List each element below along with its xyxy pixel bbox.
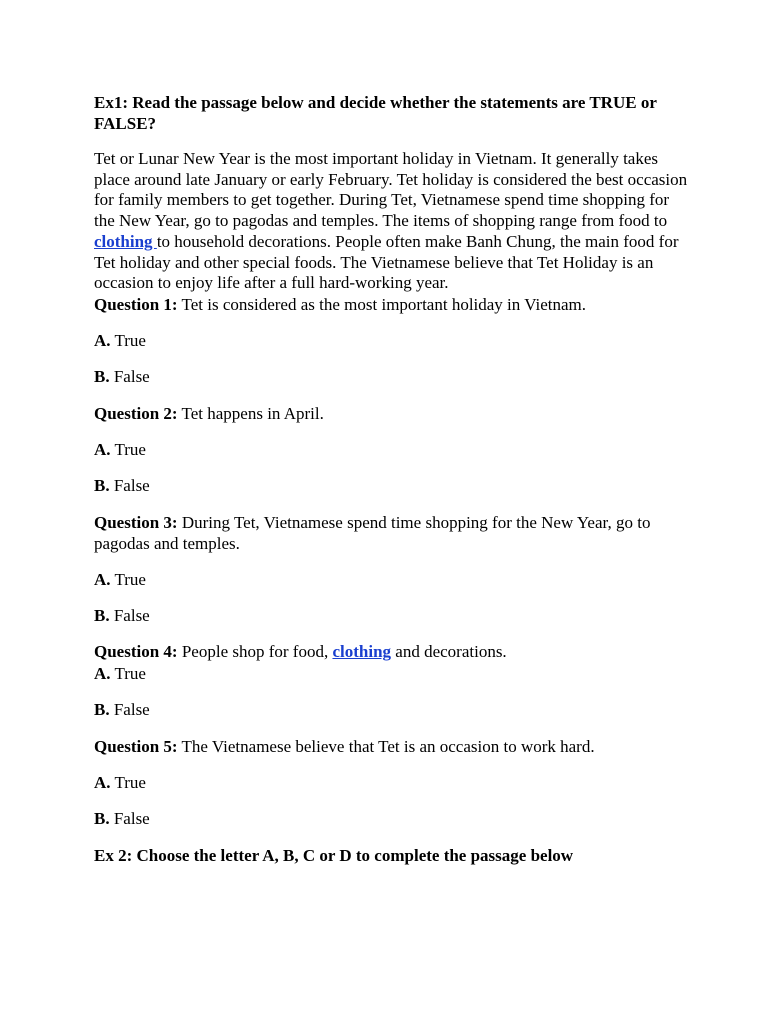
option-a-text: True [110, 772, 146, 792]
document-page [94, 92, 694, 866]
ex2-heading: Ex 2: Choose the letter A, B, C or D to complete the passage below [94, 845, 574, 865]
question-1-text: Tet is considered as the most important holiday in Vietnam. [177, 294, 586, 314]
option-b-label: B. [94, 366, 110, 386]
option-a-label: A. [94, 569, 111, 589]
question-2-option-b [94, 475, 694, 496]
option-b-label: B. [94, 605, 110, 625]
option-b-text: False [109, 808, 150, 828]
passage-text-1: Tet or Lunar New Year is the most important holiday in Vietnam. It generally takes place around late January or early February. Tet holiday is considered the best occasion for family members to get together. During Tet, Vietnamese spend time shopping for the New Year, go to pagodas and temples. The items of shopping range from food to [94, 149, 688, 231]
option-a-label: A. [94, 439, 111, 459]
question-2-option-a [94, 439, 694, 460]
passage-text-2: to household decorations. People often make Banh Chung, the main food for Tet holiday and other special foods. The Vietnamese believe that Tet Holiday is an occasion to enjoy life after a full hard-working year. [94, 231, 679, 293]
question-3-label: Question 3: [94, 512, 178, 532]
question-4-label: Question 4: [94, 641, 178, 661]
question-3-option-b [94, 605, 694, 626]
question-3-option-a [94, 569, 694, 590]
question-1 [94, 294, 694, 315]
option-a-label: A. [94, 772, 111, 792]
option-a-label: A. [94, 663, 111, 683]
question-2 [94, 403, 694, 424]
question-1-option-a [94, 330, 694, 351]
option-b-text: False [109, 605, 150, 625]
option-b-text: False [109, 366, 150, 386]
ex1-heading: Ex1: Read the passage below and decide whether the statements are TRUE or FALSE? [94, 93, 657, 133]
option-b-text: False [109, 475, 150, 495]
option-b-label: B. [94, 699, 110, 719]
question-4-option-a [94, 663, 694, 684]
option-b-label: B. [94, 808, 110, 828]
question-5-option-a [94, 772, 694, 793]
question-4-text-before: People shop for food, [177, 641, 333, 661]
option-a-label: A. [94, 330, 111, 350]
question-4-option-b [94, 699, 694, 720]
question-4 [94, 641, 694, 662]
question-1-label: Question 1: [94, 294, 178, 314]
option-a-text: True [110, 439, 146, 459]
question-5-option-b [94, 808, 694, 829]
question-2-text: Tet happens in April. [177, 403, 324, 423]
question-5-label: Question 5: [94, 736, 178, 756]
question-2-label: Question 2: [94, 403, 178, 423]
question-3-text: During Tet, Vietnamese spend time shopping for the New Year, go to pagodas and temples. [94, 512, 651, 553]
question-3 [94, 512, 694, 554]
option-a-text: True [110, 569, 146, 589]
question-5-text: The Vietnamese believe that Tet is an occasion to work hard. [177, 736, 595, 756]
clothing-link[interactable]: clothing [332, 641, 392, 661]
question-1-option-b [94, 366, 694, 387]
question-5 [94, 736, 694, 757]
clothing-link[interactable]: clothing [94, 231, 157, 251]
option-a-text: True [110, 663, 146, 683]
option-b-text: False [109, 699, 150, 719]
option-a-text: True [110, 330, 146, 350]
ex1-passage [94, 149, 694, 294]
question-4-text-after: and decorations. [391, 641, 507, 661]
option-b-label: B. [94, 475, 110, 495]
